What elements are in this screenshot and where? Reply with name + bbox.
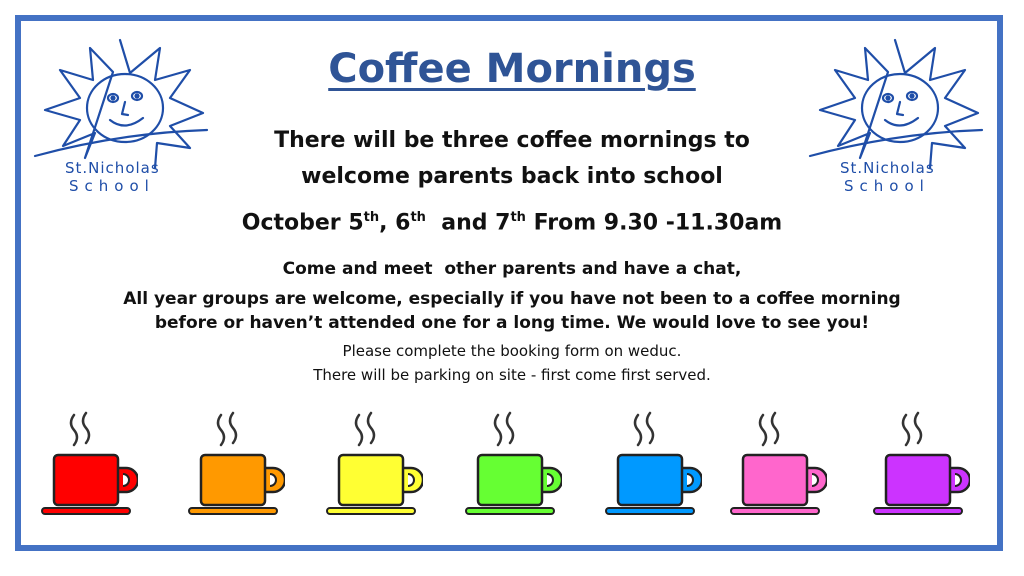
meet-line: Come and meet other parents and have a chat, [282,259,742,279]
dates-part: and 7 [425,210,511,236]
coffee-cup-icon [38,410,138,525]
logo-text-line2: School [844,177,930,195]
logo-text-line1: St.Nicholas [840,159,935,177]
logo-text-line2: School [69,177,155,195]
coffee-cup-icon [185,410,285,525]
coffee-cup-icon [323,410,423,525]
dates-part: From 9.30 -11.30am [525,210,783,236]
dates-line [0,210,1024,235]
welcome-line-1: All year groups are welcome, especially if you have not been to a coffee morning [123,289,901,309]
poster-title [0,46,1024,92]
ordinal-suffix: th [410,210,426,225]
coffee-cup-icon [727,410,827,525]
intro-line-1: There will be three coffee mornings to [274,128,750,153]
title-text: Coffee Mornings [328,46,696,92]
coffee-cup-icon [602,410,702,525]
intro-line-2: welcome parents back into school [301,164,723,189]
coffee-cup-icon [870,410,970,525]
ordinal-suffix: th [363,210,380,225]
ordinal-suffix: th [510,210,526,225]
coffee-cup-icon [462,410,562,525]
logo-text-line1: St.Nicholas [65,159,160,177]
dates-part: , 6 [379,210,411,236]
dates-part: October 5 [241,210,364,236]
parking-line: There will be parking on site - first come first served. [313,366,711,384]
welcome-line-2: before or haven’t attended one for a long time. We would love to see you! [154,313,870,333]
booking-line: Please complete the booking form on weduc. [342,342,682,360]
